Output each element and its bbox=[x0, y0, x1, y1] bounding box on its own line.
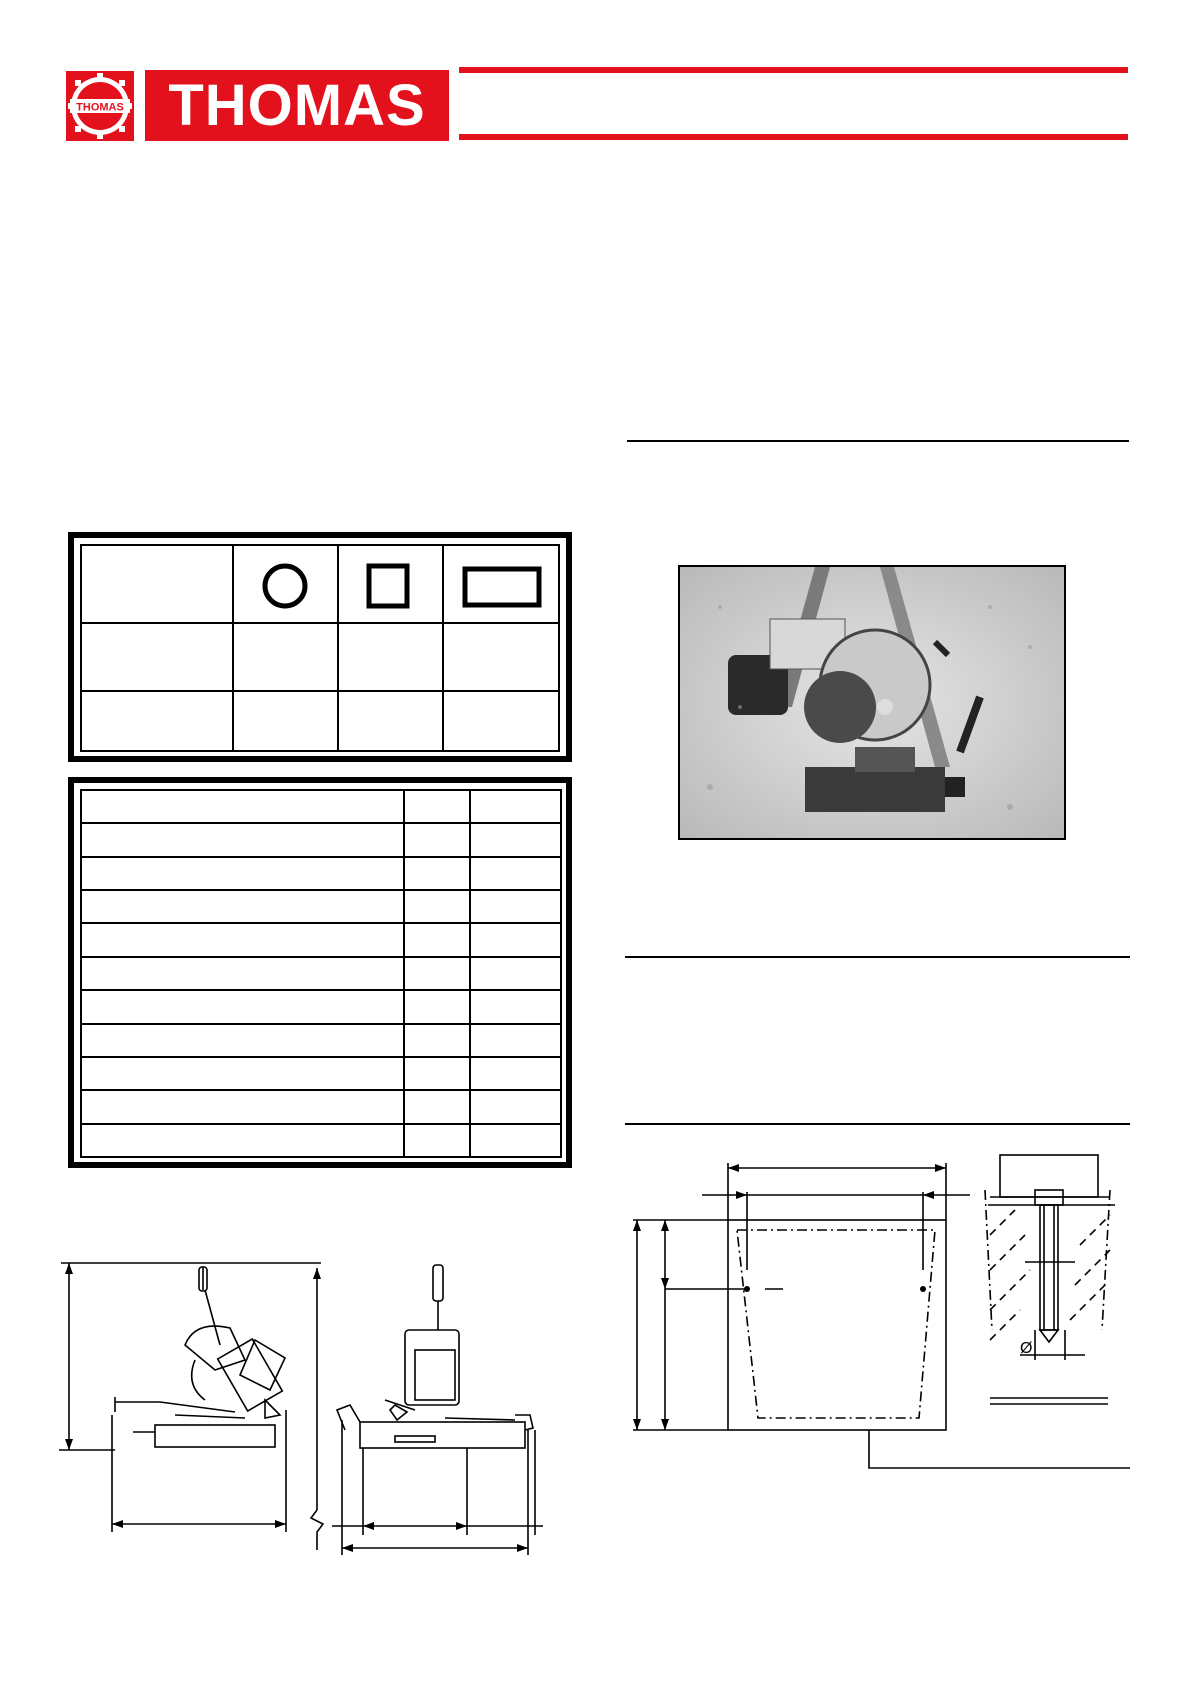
round-profile-icon bbox=[234, 547, 337, 621]
table-cell bbox=[443, 545, 559, 623]
table-cell bbox=[470, 923, 561, 956]
section-rule-installation bbox=[625, 956, 1130, 958]
brand-wordmark: THOMAS bbox=[145, 70, 449, 141]
table-cell bbox=[470, 857, 561, 890]
table-cell bbox=[233, 691, 338, 751]
table-cell bbox=[81, 857, 404, 890]
square-profile-icon bbox=[339, 547, 442, 621]
table-row bbox=[81, 957, 561, 990]
table-cell bbox=[404, 1124, 471, 1157]
table-cell bbox=[81, 790, 404, 823]
table-cell bbox=[404, 990, 471, 1023]
table-cell bbox=[81, 691, 233, 751]
table-cell bbox=[404, 857, 471, 890]
table-row bbox=[81, 1057, 561, 1090]
table-row bbox=[81, 923, 561, 956]
table-cell bbox=[81, 623, 233, 691]
table-row bbox=[81, 1124, 561, 1157]
table-row bbox=[81, 823, 561, 856]
table-cell bbox=[81, 890, 404, 923]
table-cell bbox=[404, 790, 471, 823]
table-cell bbox=[81, 923, 404, 956]
table-cell bbox=[338, 623, 443, 691]
table-cell bbox=[81, 990, 404, 1023]
table-cell bbox=[233, 623, 338, 691]
table-cell bbox=[443, 623, 559, 691]
table-cell bbox=[470, 1024, 561, 1057]
table-cell bbox=[470, 990, 561, 1023]
header-rule-top bbox=[459, 67, 1128, 73]
table-row bbox=[81, 990, 561, 1023]
table-cell bbox=[470, 957, 561, 990]
section-rule-foundation bbox=[625, 1123, 1130, 1125]
table-row bbox=[81, 857, 561, 890]
table-cell bbox=[338, 545, 443, 623]
company-logo bbox=[66, 71, 134, 141]
table-row bbox=[81, 890, 561, 923]
diameter-symbol: Ø bbox=[1020, 1340, 1033, 1357]
table-cell bbox=[470, 1090, 561, 1123]
table-row bbox=[81, 1090, 561, 1123]
table-row bbox=[81, 790, 561, 823]
table-cell bbox=[470, 790, 561, 823]
table-cell bbox=[81, 1090, 404, 1123]
section-rule-lifting bbox=[627, 440, 1129, 442]
technical-data-table bbox=[68, 777, 572, 1168]
machine-lifting-photo bbox=[678, 565, 1066, 840]
table-cell bbox=[81, 957, 404, 990]
table-cell bbox=[233, 545, 338, 623]
table-cell bbox=[404, 890, 471, 923]
table-cell bbox=[81, 1024, 404, 1057]
table-cell bbox=[404, 923, 471, 956]
anchor-bolt-detail bbox=[980, 1150, 1125, 1430]
table-cell bbox=[404, 1057, 471, 1090]
table-cell bbox=[443, 691, 559, 751]
rectangular-profile-icon bbox=[444, 547, 558, 621]
table-cell bbox=[470, 890, 561, 923]
table-cell bbox=[470, 1124, 561, 1157]
cutting-capacity-table bbox=[68, 532, 572, 762]
table-cell bbox=[470, 1057, 561, 1090]
table-cell bbox=[81, 545, 233, 623]
table-cell bbox=[470, 823, 561, 856]
svg-text:THOMAS: THOMAS bbox=[76, 101, 124, 114]
table-row bbox=[81, 1024, 561, 1057]
header-rule-bottom bbox=[459, 134, 1128, 140]
table-cell bbox=[404, 1024, 471, 1057]
table-cell bbox=[404, 1090, 471, 1123]
machine-dimensions-drawing bbox=[55, 1250, 575, 1570]
table-cell bbox=[404, 823, 471, 856]
table-cell bbox=[81, 1124, 404, 1157]
table-cell bbox=[338, 691, 443, 751]
table-cell bbox=[404, 957, 471, 990]
table-cell bbox=[81, 823, 404, 856]
table-cell bbox=[81, 1057, 404, 1090]
